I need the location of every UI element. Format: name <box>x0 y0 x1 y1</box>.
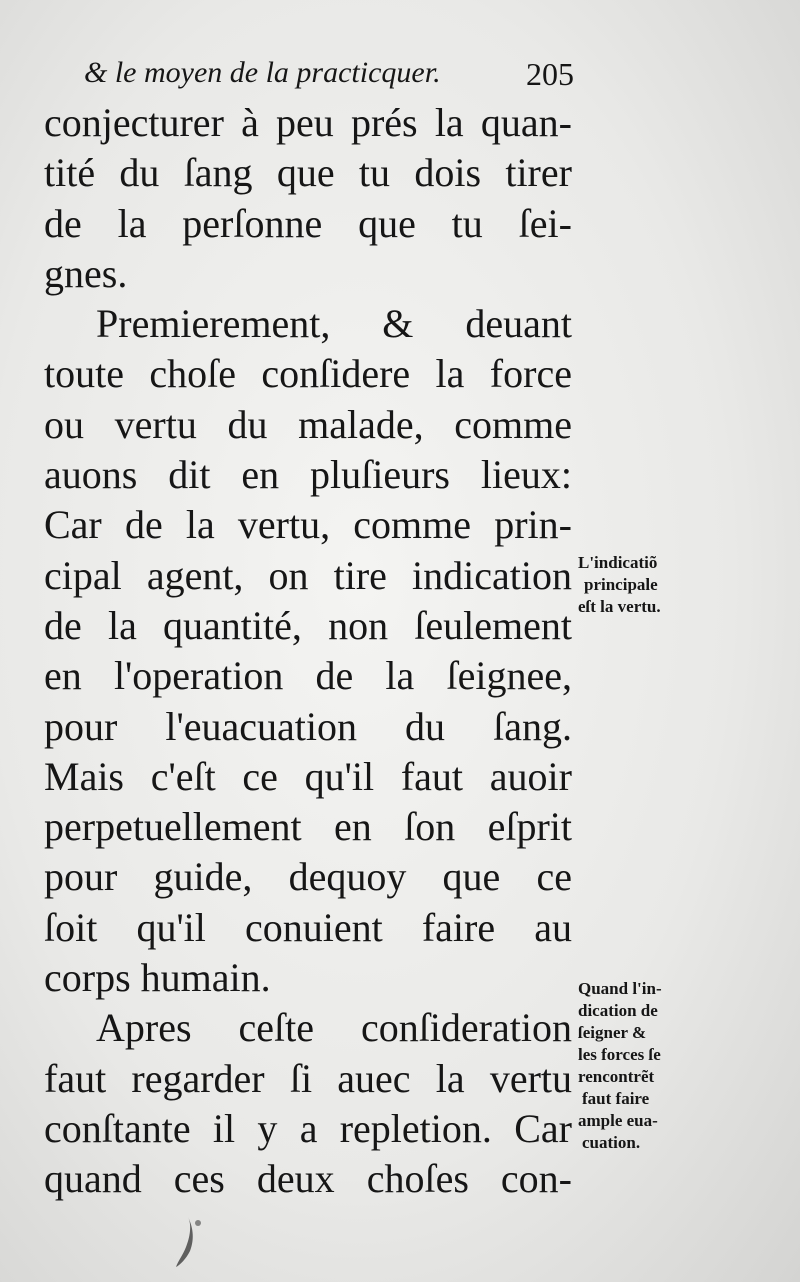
word: faut <box>400 753 464 799</box>
text-line <box>44 98 572 148</box>
word: la <box>385 653 415 699</box>
word: y <box>257 1105 278 1151</box>
word: vertu <box>489 1055 572 1101</box>
margin-note-line: ample eua- <box>578 1111 658 1130</box>
word: tu <box>451 200 483 246</box>
word: Apres <box>96 1005 192 1051</box>
margin-note-line: dication de <box>578 1001 658 1020</box>
text-line <box>44 199 572 249</box>
word: ou <box>44 401 84 447</box>
margin-note-line: Quand l'in- <box>578 979 662 998</box>
word: comme <box>454 401 572 447</box>
word: & <box>382 301 414 347</box>
word: faut <box>44 1055 107 1101</box>
body-text <box>44 98 572 1205</box>
ink-blot-icon <box>168 1215 208 1275</box>
word: au <box>534 904 572 950</box>
word: lieux: <box>480 452 572 498</box>
word: cipal <box>44 552 122 598</box>
word: de <box>44 602 82 648</box>
word: qu'il <box>136 904 206 950</box>
word: du <box>227 401 268 447</box>
word: regarder <box>131 1055 265 1101</box>
word: qu'il <box>304 753 375 799</box>
text-line <box>44 702 572 752</box>
word: conſideration <box>360 1005 572 1051</box>
word: l'euacuation <box>165 703 357 749</box>
word: eſprit <box>487 804 572 850</box>
word: de <box>315 653 354 699</box>
word: prin- <box>494 502 572 548</box>
word: de <box>124 502 163 548</box>
margin-note <box>578 552 661 618</box>
margin-note-line: les forces ſe <box>578 1045 661 1064</box>
word: que <box>276 150 335 196</box>
word: Car <box>44 502 102 548</box>
text-line <box>44 349 572 399</box>
word: ſang. <box>493 703 572 749</box>
word: c'eſt <box>150 753 216 799</box>
word: quantité, <box>163 602 302 648</box>
word: que <box>358 200 416 246</box>
text-line: gnes. <box>44 250 128 296</box>
text-line <box>44 450 572 500</box>
word: pour <box>44 703 118 749</box>
word: faire <box>421 904 496 950</box>
text-line <box>44 400 572 450</box>
word: dit <box>168 452 211 498</box>
word: tité <box>44 150 96 196</box>
margin-note-line: L'indicatiõ <box>578 553 658 572</box>
word: ceſte <box>238 1005 314 1051</box>
word: auec <box>337 1055 411 1101</box>
word: en <box>241 452 280 498</box>
word: indication <box>411 552 572 598</box>
word: du <box>119 150 160 196</box>
text-line <box>44 601 572 651</box>
word: conuient <box>245 904 383 950</box>
word: Mais <box>44 753 124 799</box>
word: dequoy <box>288 854 407 900</box>
word: prés <box>350 100 418 145</box>
word: à <box>241 100 259 145</box>
word: dois <box>414 150 482 196</box>
text-line <box>44 1154 572 1204</box>
word: quand <box>44 1156 142 1202</box>
margin-note-line: eſt la vertu. <box>578 597 661 616</box>
text-line <box>44 651 572 701</box>
page-number: 205 <box>526 56 574 92</box>
word: la <box>107 602 137 648</box>
word: conſtante <box>44 1105 191 1151</box>
word: Premierement, <box>96 301 331 347</box>
word: du <box>405 703 446 749</box>
word: guide, <box>153 854 253 900</box>
text-line <box>44 1054 572 1104</box>
word: deuant <box>465 301 572 347</box>
word: a <box>299 1105 318 1151</box>
text-line <box>44 852 572 902</box>
margin-note-line: rencontrẽt <box>578 1067 655 1086</box>
word: auons <box>44 452 138 498</box>
word: tu <box>358 150 391 196</box>
word: peu <box>276 100 334 145</box>
word: que <box>442 854 501 900</box>
word: non <box>328 602 389 648</box>
text-line <box>44 802 572 852</box>
text-line <box>44 903 572 953</box>
margin-note-line: ſeigner & <box>578 1023 647 1042</box>
word: l'operation <box>113 653 284 699</box>
text-line <box>44 1104 572 1154</box>
word: malade, <box>298 401 424 447</box>
word: en <box>334 804 372 850</box>
word: ſeignee, <box>446 653 572 699</box>
word: tire <box>333 552 387 598</box>
word: quan- <box>480 100 572 145</box>
word: pluſieurs <box>310 452 450 498</box>
text-line <box>44 752 572 802</box>
word: ces <box>173 1156 225 1202</box>
word: vertu, <box>237 502 331 548</box>
running-title: & le moyen de la practicquer. <box>84 56 441 89</box>
word: deux <box>256 1156 335 1202</box>
word: agent, <box>146 552 244 598</box>
word: con- <box>500 1156 572 1202</box>
word: conſidere <box>261 351 411 397</box>
word: perpetuellement <box>44 804 302 850</box>
word: la <box>435 351 465 397</box>
word: il <box>212 1105 236 1151</box>
margin-note-line: faut faire <box>582 1089 650 1108</box>
word: ſi <box>289 1055 313 1101</box>
word: vertu <box>114 401 197 447</box>
text-line <box>44 1003 572 1053</box>
word: conjecturer <box>44 100 224 145</box>
word: force <box>489 351 572 397</box>
word: toute <box>44 351 124 397</box>
word: ſeulement <box>414 602 572 648</box>
margin-note-line: cuation. <box>582 1133 641 1152</box>
word: la <box>185 502 215 548</box>
word: choſe <box>149 351 236 397</box>
word: la <box>435 1055 465 1101</box>
word: en <box>44 653 82 699</box>
text-line <box>44 551 572 601</box>
text-line: corps humain. <box>44 955 271 1001</box>
word: tirer <box>505 150 572 196</box>
word: perſonne <box>182 200 323 246</box>
word: auoir <box>489 753 572 799</box>
word: comme <box>353 502 472 548</box>
word: de <box>44 200 82 246</box>
word: ſang <box>183 150 253 196</box>
word: pour <box>44 854 118 900</box>
word: ce <box>242 753 278 799</box>
word: la <box>434 100 464 145</box>
word: choſes <box>366 1156 469 1202</box>
word: ſei- <box>518 200 572 246</box>
word: repletion. <box>339 1105 492 1151</box>
word: ſoit <box>44 904 98 950</box>
word: ſon <box>404 804 456 850</box>
text-line <box>44 299 572 349</box>
word: on <box>268 552 309 598</box>
text-line <box>44 148 572 198</box>
word: Car <box>514 1105 572 1151</box>
word: ce <box>536 854 572 900</box>
margin-note <box>578 978 662 1154</box>
text-line <box>44 500 572 550</box>
margin-note-line: principale <box>584 575 658 594</box>
page-header <box>84 50 574 100</box>
word: la <box>117 200 147 246</box>
